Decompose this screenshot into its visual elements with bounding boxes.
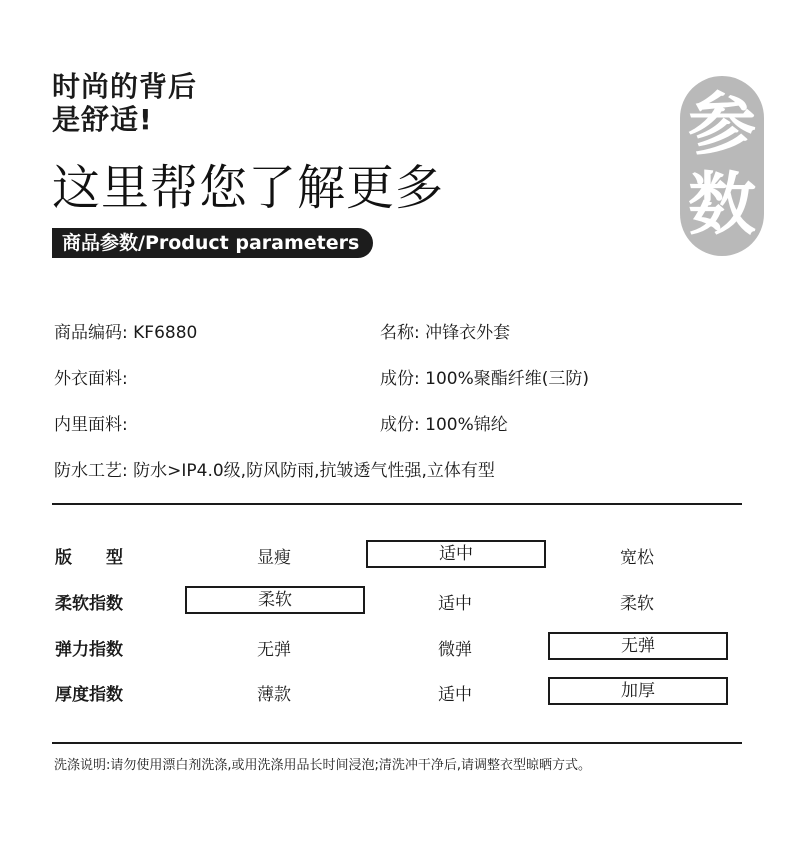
attribute-option: 适中 [438, 594, 472, 614]
divider-top [52, 503, 742, 505]
inner-comp-label: 成份: [380, 415, 420, 435]
info-process [54, 456, 495, 481]
process-label: 防水工艺: [54, 461, 128, 481]
divider-bottom [52, 742, 742, 744]
attribute-label: 厚度指数 [55, 685, 123, 705]
care-instructions: 洗涤说明:请勿使用漂白剂洗涤,或用洗涤用品长时间浸泡;清洗冲干净后,请调整衣型晾晒方式。 [54, 758, 592, 773]
attribute-option: 薄款 [257, 685, 291, 705]
attribute-option-selected: 加厚 [548, 677, 728, 705]
attribute-label: 版 型 [55, 548, 123, 568]
attribute-option: 宽松 [620, 548, 654, 568]
attribute-option: 微弹 [438, 640, 472, 660]
name-label: 名称: [380, 323, 420, 343]
outer-comp-label: 成份: [380, 369, 420, 389]
side-pill [680, 76, 764, 256]
name-value: 冲锋衣外套 [425, 323, 511, 343]
info-inner-composition [380, 410, 508, 435]
side-char-2: 数 [687, 166, 756, 245]
attribute-option: 无弹 [257, 640, 291, 660]
info-code [54, 318, 197, 343]
attribute-option-selected: 柔软 [185, 586, 365, 614]
code-value: KF6880 [133, 323, 198, 343]
tagline-line2: 是舒适! [52, 103, 153, 136]
tagline-line1: 时尚的背后 [52, 70, 198, 103]
side-char-1: 参 [687, 86, 756, 165]
info-outer-composition [380, 364, 589, 389]
headline: 这里帮您了解更多 [52, 160, 445, 216]
attribute-option: 显瘦 [257, 548, 291, 568]
attribute-option-selected: 适中 [366, 540, 546, 568]
section-badge: 商品参数/Product parameters [52, 228, 373, 258]
inner-comp-value: 100%锦纶 [425, 415, 508, 435]
attribute-option: 柔软 [620, 594, 654, 614]
info-inner-label: 内里面料: [54, 415, 128, 435]
info-name [380, 318, 510, 343]
code-label: 商品编码: [54, 323, 128, 343]
attribute-label: 弹力指数 [55, 640, 123, 660]
process-value: 防水>IP4.0级,防风防雨,抗皱透气性强,立体有型 [133, 461, 495, 481]
attribute-label: 柔软指数 [55, 594, 123, 614]
tagline [52, 70, 197, 136]
outer-comp-value: 100%聚酯纤维(三防) [425, 369, 590, 389]
attribute-option: 适中 [438, 685, 472, 705]
attribute-option-selected: 无弹 [548, 632, 728, 660]
info-outer-label: 外衣面料: [54, 369, 128, 389]
